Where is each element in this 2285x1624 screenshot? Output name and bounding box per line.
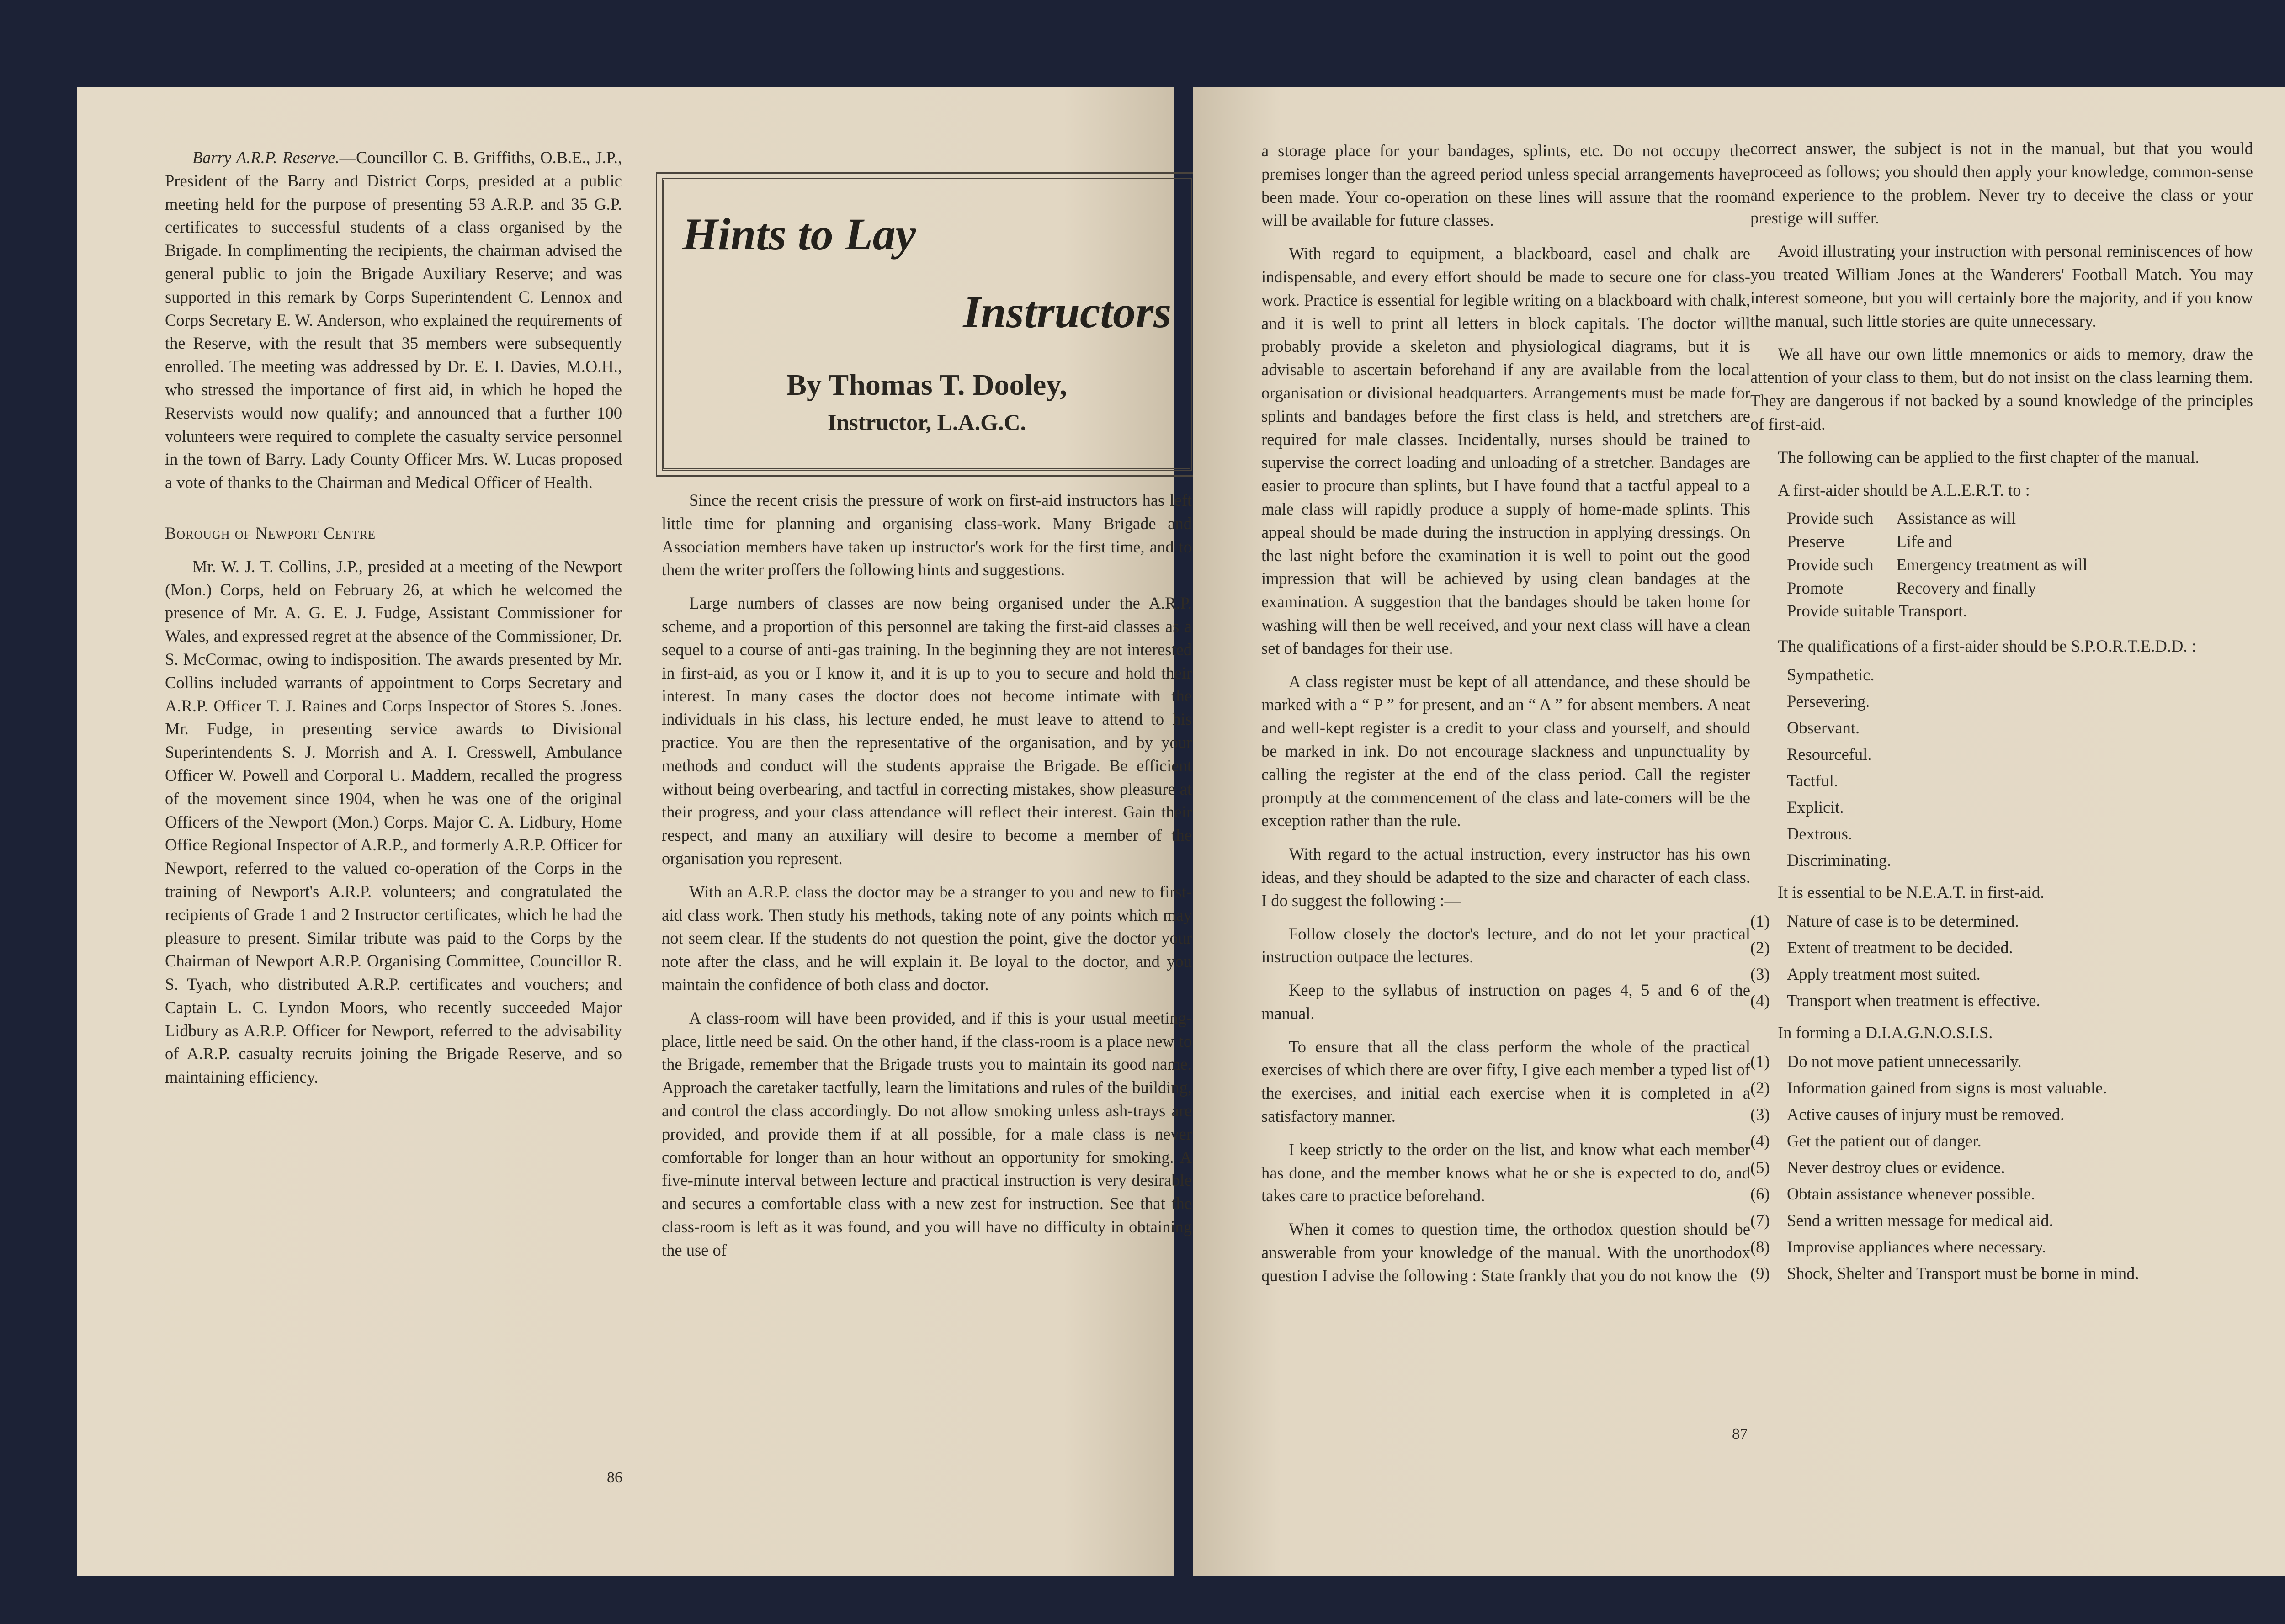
article-paragraph: A class register must be kept of all attendance, and these should be marked with a “ P ” for present, and an “ A ” for absent members. A neat and well-kept register is a credit to your class and yourself, and should be marked in ink. Do not encourage slackness and unpunctuality by calling the register at the end of the class period. Call the register promptly at the commencement of the class and late-comers will be the exception rather than the rule. (1261, 672, 1750, 830)
list-item: Resourceful. (1787, 744, 1872, 764)
article-paragraph: Since the recent crisis the pressure of work on first-aid instructors has left little time for planning and organising class-work. Many Brigade and Association members have taken up instructor's work for the first time, and to them the writer proffers the following hints and suggestions. (662, 491, 1192, 579)
list-item: Tactful. (1787, 771, 1838, 790)
list-item (1750, 1128, 2253, 1154)
article-paragraph: a storage place for your bandages, splints, etc. Do not occupy the premises longer than the agreed period unless special arrangements have been made. Your co-operation on these lines will assure that the room will be available for future classes. (1261, 141, 1750, 230)
item-text: Apply treatment most suited. (1787, 964, 1981, 983)
list-item (1750, 908, 2253, 934)
item-text: Extent of treatment to be decided. (1787, 938, 2013, 957)
list-item (1750, 934, 2253, 961)
item-number: (5) (1750, 1157, 1770, 1177)
list-item (1750, 1234, 2253, 1260)
diagnosis-intro: In forming a D.I.A.G.N.O.S.I.S. (1778, 1023, 1993, 1042)
right-column-1 (1261, 139, 1750, 1288)
list-item (1750, 987, 2253, 1014)
barry-lead: Barry A.R.P. Reserve. (192, 148, 340, 167)
alert-cell: Provide suitable Transport. (1787, 601, 1967, 621)
alert-cell: Assistance as will (1896, 509, 2016, 528)
list-item (1750, 1260, 2253, 1287)
item-text: Information gained from signs is most valuable. (1787, 1078, 2107, 1097)
article-paragraph: Large numbers of classes are now being organised under the A.R.P. scheme, and a proportion of this personnel are taking the first-aid classes as a sequel to a course of anti-gas training. In the beginning they are not interested in first-aid, as you or I know it, and it is up to you to secure and hold their interest. In many cases the doctor does not become intimate with the individuals in his class, his lecture ended, he must leave to attend to his practice. You are then the representative of the organisation, and by your methods and conduct will the students appraise the Brigade. Be efficient without being overbearing, and tactful in correcting mistakes, show pleasure at their progress, and your class attendance will reflect their interest. Gain their respect, and many an auxiliary will desire to become a member of the organisation you represent. (662, 594, 1192, 868)
article-paragraph: We all have our own little mnemonics or aids to memory, draw the attention of your class to them, but do not insist on the class learning them. They are dangerous if not backed by a sound knowledge of the principles of first-aid. (1750, 345, 2253, 433)
item-number: (2) (1750, 938, 1770, 957)
right-column-2 (1750, 137, 2253, 1287)
list-item (1750, 1207, 2253, 1234)
item-number: (3) (1750, 964, 1770, 983)
page-number-right: 87 (1732, 1426, 1748, 1443)
list-item (1750, 1181, 2253, 1207)
item-text: Obtain assistance whenever possible. (1787, 1184, 2035, 1203)
item-number: (4) (1750, 1131, 1770, 1150)
alert-row (1787, 507, 2110, 530)
diagnosis-list (1750, 1048, 2253, 1287)
list-item: Dextrous. (1787, 824, 1852, 843)
alert-cell: Provide such (1787, 555, 1874, 574)
list-item (1750, 1101, 2253, 1128)
alert-cell: Emergency treatment as will (1896, 555, 2088, 574)
article-title-line-1: Hints to Lay (682, 209, 916, 260)
barry-paragraph (165, 146, 622, 494)
article-paragraph: With an A.R.P. class the doctor may be a stranger to you and new to first-aid class work. Then study his methods, taking note of any points which may not seem clear. If the students do not question the point, give the doctor your note after the class, and he will explain it. Be loyal to the doctor, and you maintain the confidence of both class and doctor. (662, 882, 1192, 994)
item-text: Never destroy clues or evidence. (1787, 1157, 2005, 1177)
article-byline: By Thomas T. Dooley, (786, 368, 1068, 402)
item-number: (4) (1750, 991, 1770, 1010)
item-text: Nature of case is to be determined. (1787, 911, 2019, 930)
item-text: Do not move patient unnecessarily. (1787, 1051, 2022, 1071)
item-number: (8) (1750, 1237, 1770, 1256)
list-item (1750, 1154, 2253, 1181)
item-number: (2) (1750, 1078, 1770, 1097)
alert-row (1787, 553, 2110, 577)
item-number: (3) (1750, 1104, 1770, 1124)
list-item (1750, 1048, 2253, 1075)
alert-cell: Recovery and finally (1896, 578, 2036, 597)
item-text: Improvise appliances where necessary. (1787, 1237, 2046, 1256)
article-paragraph: correct answer, the subject is not in the manual, but that you would proceed as follows; you should then apply your knowledge, common-sense and experience to the problem. Never try to deceive the class or your prestige will suffer. (1750, 139, 2253, 228)
item-text: Shock, Shelter and Transport must be borne in mind. (1787, 1263, 2139, 1283)
alert-cell: Preserve (1787, 531, 1844, 551)
newport-paragraph: Mr. W. J. T. Collins, J.P., presided at a meeting of the Newport (Mon.) Corps, held on February 26, at which he welcomed the presence of Mr. A. G. E. J. Fudge, Assistant Commissioner for Wales, and expressed regret at the absence of the Commissioner, Dr. S. McCormac, owing to indisposition. The awards presented by Mr. Collins included warrants of appointment to Corps Secretary and A.R.P. Officer T. J. Raines and Corps Inspector of Stores S. Jones. Mr. Fudge, in presenting service awards to Divisional Superintendents S. J. Morrish and A. I. Cresswell, Ambulance Officer W. Powell and Corporal U. Maddern, recalled the progress of the movement since 1904, when he was one of the original Officers of the Newport (Mon.) Corps. Major C. A. Lidbury, Home Office Regional Inspector of A.R.P., and formerly A.R.P. Officer for Newport, referred to the valued co-operation of the Corps in the training of Newport's A.R.P. volunteers; and congratulated the recipients of Grade 1 and 2 Instructor certificates, which he had the pleasure to present. Similar tribute was paid to the Corps by the Chairman of Newport A.R.P. Organising Committee, Councillor R. S. Tyach, who distributed A.R.P. certificates and vouchers; and Captain L. C. Lyndon Moors, who recently succeeded Major Lidbury as A.R.P. Officer for Newport, referred to the advisability of A.R.P. casualty recruits joining the Brigade Reserve, and so maintaining efficiency. (165, 557, 622, 1087)
article-paragraph: Follow closely the doctor's lecture, and do not let your practical instruction outpace the lectures. (1261, 924, 1750, 966)
item-text: Transport when treatment is effective. (1787, 991, 2041, 1010)
article-paragraph: With regard to equipment, a blackboard, easel and chalk are indispensable, and every effort should be made to secure one for class-work. Practice is essential for legible writing on a blackboard with chalk, and it is well to print all letters in block capitals. The doctor will probably provide a skeleton and physiological diagrams, but it is advisable to ascertain beforehand if any are available from the local organisation or divisional headquarters. Arrangements must be made for splints and bandages before the first class is held, and stretchers are required for male classes. Incidentally, nurses should be trained to supervise the correct loading and unloading of a stretcher. Bandages are easier to procure than splints, but I have found that a tactful appeal to a male class will rapidly produce a supply of home-made splints. This appeal should be made during the instruction in applying dressings. On the last night before the examination it is well to point out the good impression that will be achieved by using clean bandages at the examination. A suggestion that the bandages should be taken home for washing will then be well received, and your next class will have a clean set of bandages for their use. (1261, 244, 1750, 658)
item-number: (1) (1750, 1051, 1770, 1071)
page-number-left: 86 (607, 1469, 622, 1486)
item-number: (6) (1750, 1184, 1770, 1203)
left-column-1 (165, 146, 622, 1089)
left-page (77, 87, 1192, 1576)
item-text: Get the patient out of danger. (1787, 1131, 1982, 1150)
sport-intro: The qualifications of a first-aider should be S.P.O.R.T.E.D.D. : (1778, 637, 2196, 656)
list-item: Observant. (1787, 718, 1860, 737)
alert-intro: A first-aider should be A.L.E.R.T. to : (1778, 481, 2030, 500)
alert-cell: Life and (1896, 531, 1953, 551)
article-paragraph: Avoid illustrating your instruction with personal reminiscences of how you treated William Jones at the Wanderers' Football Match. You may interest someone, but you will certainly bore the majority, and if you know the manual, such little stories are quite unnecessary. (1750, 242, 2253, 330)
item-text: Send a written message for medical aid. (1787, 1210, 2053, 1230)
alert-row (1787, 530, 2110, 553)
article-paragraph: With regard to the actual instruction, every instructor has his own ideas, and they should be adapted to the size and character of each class. I do suggest the following :— (1261, 844, 1750, 910)
alert-mnemonic-table (1787, 507, 2110, 623)
alert-cell: Provide such (1787, 509, 1874, 528)
neat-list (1750, 908, 2253, 1014)
article-paragraph: To ensure that all the class perform the whole of the practical exercises of which there are over fifty, I give each member a typed list of the exercises, and initial each exercise when it is completed in a satisfactory manner. (1261, 1037, 1750, 1126)
neat-intro: It is essential to be N.E.A.T. in first-aid. (1778, 882, 2045, 902)
list-item: Persevering. (1787, 691, 1870, 711)
article-paragraph: When it comes to question time, the orthodox question should be answerable from your knowledge of the manual. With the unorthodox question I advise the following : State frankly that you do not know the (1261, 1220, 1750, 1285)
item-number: (9) (1750, 1263, 1770, 1283)
alert-cell: Promote (1787, 578, 1844, 597)
left-column-2 (662, 489, 1192, 1262)
list-item (1750, 1075, 2253, 1101)
right-page (1193, 87, 2285, 1576)
article-paragraph: Keep to the syllabus of instruction on pages 4, 5 and 6 of the manual. (1261, 981, 1750, 1023)
item-number: (7) (1750, 1210, 1770, 1230)
article-paragraph: A class-room will have been provided, and if this is your usual meeting-place, little need be said. On the other hand, if the class-room is a place new to the Brigade, remember that the Brigade trusts you to maintain its good name. Approach the caretaker tactfully, learn the limitations and rules of the building, and control the class accordingly. Do not allow smoking unless ash-trays are provided, and provide them if at all possible, for a male class is never comfortable for longer than an hour without an opportunity for smoking. A five-minute interval between lecture and practical instruction is very desirable and secures a comfortable class with a new zest for instruction. See that the class-room is left as it was found, and you will have no difficulty in obtaining the use of (662, 1008, 1192, 1259)
barry-text: —Councillor C. B. Griffiths, O.B.E., J.P., President of the Barry and District Corps, presided at a public meeting held for the purpose of presenting 53 A.R.P. and 35 G.P. certificates to successful students of a class organised by the Brigade. In complimenting the recipients, the chairman advised the general public to join the Brigade Auxiliary Reserve; and was supported in this remark by Corps Superintendent C. Lennox and Corps Secretary E. W. Anderson, who explained the requirements of the Reserve, with the result that 35 members were subsequently enrolled. The meeting was addressed by Dr. E. I. Davies, M.O.H., who stressed the importance of first aid, in which he hoped the Reservists would now qualify; and announced that a further 100 volunteers were required to complete the casualty service personnel in the town of Barry. Lady County Officer Mrs. W. Lucas proposed a vote of thanks to the Chairman and Medical Officer of Health. (165, 148, 622, 492)
author-role: Instructor, L.A.G.C. (827, 409, 1026, 435)
list-item: Explicit. (1787, 797, 1844, 817)
alert-row (1787, 577, 2110, 600)
item-text: Active causes of injury must be removed. (1787, 1104, 2065, 1124)
alert-row (1787, 600, 2110, 623)
article-title-box (662, 178, 1192, 471)
sport-list (1750, 662, 2253, 874)
article-paragraph: The following can be applied to the first chapter of the manual. (1778, 447, 2200, 467)
list-item: Sympathetic. (1787, 665, 1875, 684)
list-item (1750, 961, 2253, 987)
article-paragraph: I keep strictly to the order on the list, and know what each member has done, and the member knows what he or she is expected to do, and takes care to practice beforehand. (1261, 1140, 1750, 1205)
item-number: (1) (1750, 911, 1770, 930)
list-item: Discriminating. (1787, 850, 1892, 870)
article-title-line-2: Instructors (963, 287, 1171, 337)
newport-heading: Borough of Newport Centre (165, 523, 376, 542)
